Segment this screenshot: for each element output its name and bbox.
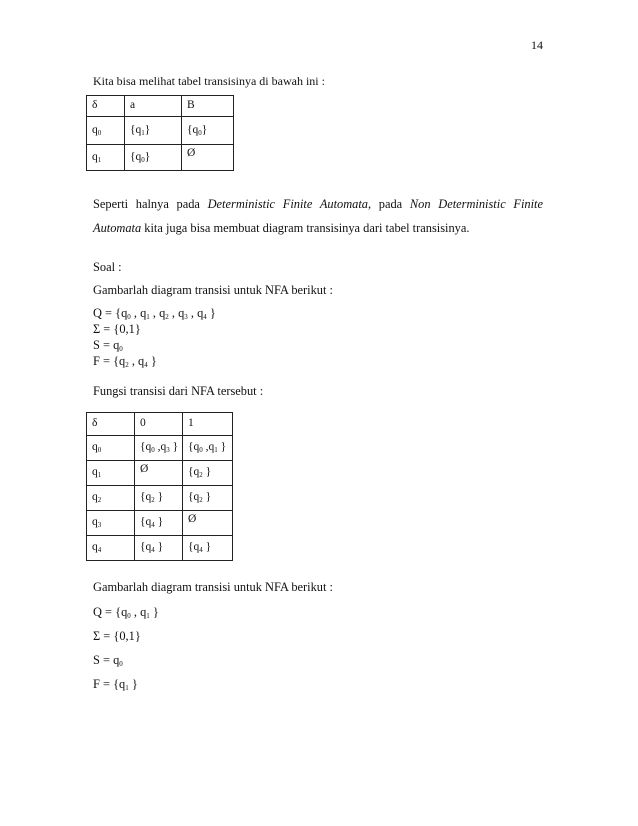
soal-label: Soal : bbox=[93, 260, 122, 274]
table-cell: {$q_4$ } bbox=[135, 511, 183, 536]
table-cell: $\{q_0\}$ bbox=[125, 145, 182, 171]
function-label: Fungsi transisi dari NFA tersebut : bbox=[93, 384, 264, 398]
table-cell: {$q_2$ } bbox=[135, 486, 183, 511]
problem-2-instruction: Gambarlah diagram transisi untuk NFA berikut : bbox=[93, 580, 333, 594]
table-cell: {$q_2$ } bbox=[183, 461, 233, 486]
problem-2-final-states: $F = \{q_1$ } bbox=[93, 677, 138, 692]
problem-2-start-state: $S = q_0$ bbox=[93, 653, 123, 668]
transition-table-1 bbox=[86, 95, 234, 171]
paragraph-line-2: Automata kita juga bisa membuat diagram transisinya dari tabel transisinya. bbox=[93, 221, 470, 235]
page-number: 14 bbox=[531, 38, 543, 52]
table-row bbox=[87, 511, 233, 536]
table-cell-state: $q_0$ bbox=[87, 436, 135, 461]
table-cell: {$q_2$ } bbox=[183, 486, 233, 511]
problem-1-final-states: $F = \{q_2$ , $q_4$ } bbox=[93, 354, 157, 369]
table-header-cell: a bbox=[125, 96, 182, 117]
table-cell-state: $q_1$ bbox=[87, 461, 135, 486]
table-header-row bbox=[87, 96, 234, 117]
table-cell: {$q_4$ } bbox=[135, 536, 183, 561]
table-cell: {$q_0$ $,q_3$ } bbox=[135, 436, 183, 461]
table-header-cell: δ bbox=[87, 96, 125, 117]
table-row bbox=[87, 536, 233, 561]
problem-2-Q: $Q = \{q_0$ , $q_1$ } bbox=[93, 605, 159, 620]
table-cell-state: $q_4$ bbox=[87, 536, 135, 561]
table-cell-state: $q_1$ bbox=[87, 145, 125, 171]
table-cell-state: $q_0$ bbox=[87, 117, 125, 145]
table-row bbox=[87, 461, 233, 486]
problem-1-sigma: Σ = {0,1} bbox=[93, 322, 141, 336]
table-header-row bbox=[87, 413, 233, 436]
table-cell: {$q_4$ } bbox=[183, 536, 233, 561]
problem-1-instruction: Gambarlah diagram transisi untuk NFA berikut : bbox=[93, 283, 333, 297]
table-row bbox=[87, 117, 234, 145]
table-header-cell: 1 bbox=[183, 413, 233, 436]
transition-table-2 bbox=[86, 412, 233, 561]
table-cell: Ø bbox=[135, 461, 183, 486]
problem-2-sigma: Σ = {0,1} bbox=[93, 629, 141, 643]
table-row bbox=[87, 486, 233, 511]
table-cell: Ø bbox=[182, 145, 234, 171]
paragraph-line-1: Seperti halnya pada Deterministic Finite Automata, pada Non Deterministic Finite bbox=[93, 197, 543, 211]
table-row bbox=[87, 145, 234, 171]
table-cell: Ø bbox=[183, 511, 233, 536]
table-cell: $\{q_1\}$ bbox=[125, 117, 182, 145]
table-cell: $\{q_0\}$ bbox=[182, 117, 234, 145]
problem-1-start-state: $S = q_0$ bbox=[93, 338, 123, 353]
problem-1-Q: $Q = \{q_0$ , $q_1$ , $q_2$ , $q_3$ , $q_4$ } bbox=[93, 306, 216, 321]
table-header-cell: 0 bbox=[135, 413, 183, 436]
table-cell-state: $q_2$ bbox=[87, 486, 135, 511]
table-cell: {$q_0$ $,q_1$ } bbox=[183, 436, 233, 461]
table-cell-state: $q_3$ bbox=[87, 511, 135, 536]
table-header-cell: δ bbox=[87, 413, 135, 436]
intro-text: Kita bisa melihat tabel transisinya di bawah ini : bbox=[93, 74, 325, 88]
table-header-cell: B bbox=[182, 96, 234, 117]
table-row bbox=[87, 436, 233, 461]
